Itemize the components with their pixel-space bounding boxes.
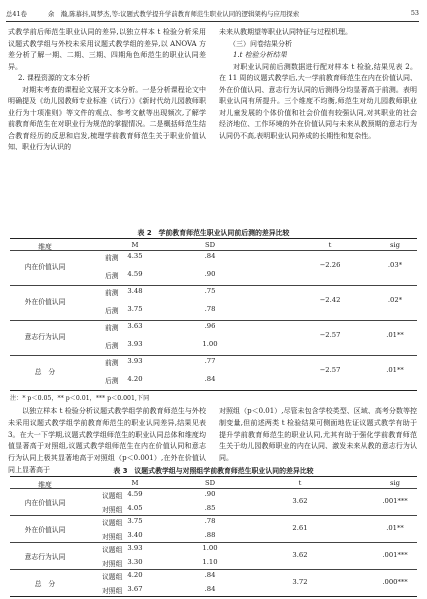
mean-cell: 4.20 <box>127 571 143 579</box>
sd-cell: .96 <box>204 322 216 330</box>
sig-cell: .01** <box>386 330 404 339</box>
mean-cell: 4.59 <box>127 269 143 278</box>
sd-cell: .90 <box>204 490 216 498</box>
group-label-cell: 前测 <box>105 324 119 332</box>
mean-cell: 3.30 <box>127 557 143 566</box>
dimension-cell: 意志行为认同 <box>24 552 66 561</box>
paragraph: 对期末考查的课程论文展开文本分析。一是分析课程论文中明确提及《幼儿园教师专业标准（试行）》《新时代幼儿园教师职业行为十项准则》等文件的观点、参考文献等出现频次,了解学前教育师范生在对职业行为规范的掌握情况。二是概括师范生结合教育经历的反思和启发,梳理学前教育师范生关于职业价值认知、职业行为认识的 <box>8 85 206 151</box>
group-label-cell: 后测 <box>105 271 119 280</box>
running-title: 余 瀚,陈慕抖,周梦杰,等:议题式教学提升学前教育师范生职业认同的逻辑架构与应用探索 <box>48 9 300 18</box>
sig-cell: .01** <box>386 365 404 374</box>
table-rule <box>10 285 417 286</box>
group-label-cell: 后测 <box>105 376 119 385</box>
sd-cell: .84 <box>204 571 216 579</box>
table-header-cell: 维度 <box>38 243 52 251</box>
dimension-cell: 外在价值认同 <box>24 525 66 534</box>
table-rule <box>10 488 417 489</box>
dimension-cell: 内在价值认同 <box>24 262 66 271</box>
mean-cell: 4.59 <box>127 490 143 498</box>
group-label-cell: 前测 <box>105 289 119 297</box>
table-rule <box>10 515 417 516</box>
sd-cell: .75 <box>204 287 216 295</box>
right-column-top <box>219 27 417 142</box>
dimension-cell: 内在价值认同 <box>24 498 66 507</box>
volume-label: 总41卷 <box>6 9 27 18</box>
mean-cell: 3.48 <box>127 287 143 295</box>
table-rule <box>10 355 417 356</box>
table-note: 注：* p＜0.05，** p＜0.01，*** p＜0.001,下同 <box>10 395 150 402</box>
page-number: 53 <box>410 9 419 17</box>
paragraph: 式教学前后师范生职业认同的差异,以独立样本 t 检验分析采用议题式教学组与外校未采用议题式教学组的差异,以 ANOVA 方差分析了解一期、二期、三期、四期角色师范生的职业认同差异。 <box>8 28 206 71</box>
group-label-cell: 前测 <box>105 359 119 367</box>
table-rule <box>10 542 417 543</box>
mean-cell: 3.40 <box>127 530 143 539</box>
group-label-cell: 后测 <box>105 341 119 350</box>
table-header-cell: t <box>298 479 302 487</box>
dimension-cell: 外在价值认同 <box>24 297 66 306</box>
sd-cell: 1.00 <box>202 544 218 552</box>
t-value-cell: −2.26 <box>319 260 341 269</box>
mean-cell: 3.93 <box>127 357 143 365</box>
paragraph: 未来从教期望等职业认同特征与过程机理。 <box>219 28 352 36</box>
right-column-middle <box>219 406 417 465</box>
group-label-cell: 前测 <box>105 254 119 262</box>
sig-cell: .02* <box>387 295 403 304</box>
t-value-cell: 3.62 <box>292 550 308 559</box>
table-rule <box>10 250 417 251</box>
mean-cell: 3.75 <box>127 517 143 525</box>
table-rule <box>10 596 417 597</box>
sd-cell: .90 <box>204 269 216 278</box>
group-label-cell: 对照组 <box>102 505 123 514</box>
sig-cell: .001*** <box>382 550 408 559</box>
mean-cell: 3.93 <box>127 544 143 552</box>
sd-cell: 1.10 <box>202 557 218 566</box>
mean-cell: 4.35 <box>127 252 143 260</box>
left-column-top <box>8 27 206 154</box>
mean-cell: 3.93 <box>127 339 143 348</box>
section-heading: （三）问卷结果分析 <box>229 39 292 48</box>
sd-cell: .78 <box>204 517 216 525</box>
running-header <box>6 6 419 20</box>
sd-cell: 1.00 <box>202 339 218 348</box>
table-header-cell: sig <box>389 479 401 487</box>
table-2-caption: 表 2 学前教育师范生职业认同前后测的差异比较 <box>137 229 290 237</box>
sd-cell: .84 <box>204 584 216 593</box>
group-label-cell: 对照组 <box>102 559 123 568</box>
sub-heading: 2. 课程资源的文本分析 <box>18 74 90 82</box>
table-rule <box>10 476 417 477</box>
table-header-cell: SD <box>204 241 216 249</box>
sd-cell: .88 <box>204 530 216 539</box>
table-header-cell: sig <box>389 241 401 249</box>
sig-cell: .000*** <box>382 577 408 586</box>
mean-cell: 4.20 <box>127 374 143 383</box>
table-rule <box>10 390 417 391</box>
mean-cell: 3.63 <box>127 322 143 330</box>
table-3-caption: 表 3 议题式教学组与对照组学前教育师范生职业认同的差异比较 <box>113 467 314 475</box>
mean-cell: 4.05 <box>127 503 143 512</box>
group-label-cell: 议题组 <box>102 492 123 500</box>
dimension-cell: 意志行为认同 <box>24 332 66 341</box>
sd-cell: .78 <box>204 304 216 313</box>
sig-cell: .001*** <box>382 496 408 505</box>
paragraph: 对照组（p＜0.01）,尽管未包含学校类型、区域、高考分数等控制变量,但前述两类 t 检验结果可侧面地佐证议题式教学有助于提升学前教育师范生的职业认同,尤其有助于强化学前教育师范生关于幼儿园教师职业的内在认同、激发未来从教的意志行为认同。 <box>219 407 417 463</box>
group-label-cell: 议题组 <box>102 519 123 527</box>
paragraph: 对职业认同前后测数据进行配对样本 t 检验,结果见表 2。在 11 周的议题式教学后,大一学前教育师范生在内在价值认同、外在价值认同、意志行为认同的后测得分均显著高于前测。表明职业认同有所提升。三个维度不均衡,师范生对幼儿园教师职业对儿童发展的个体价值和社会价值有较强认同,对其职业的社会经济地位、工作环境的外在价值认同与未来从教预期的意志行为认同仍不高,表明职业认同养成的长期性和复杂性。 <box>219 62 417 140</box>
group-label-cell: 议题组 <box>102 546 123 554</box>
sd-cell: .84 <box>204 374 216 383</box>
table-header-cell: 维度 <box>38 481 52 489</box>
group-label-cell: 后测 <box>105 306 119 315</box>
table-header-cell: M <box>131 241 139 249</box>
sd-cell: .84 <box>204 252 216 260</box>
mean-cell: 3.75 <box>127 304 143 313</box>
table-rule <box>10 320 417 321</box>
sub-heading: 1.t 检验分析结果 <box>233 51 287 59</box>
table-rule <box>10 238 417 239</box>
table-header-cell: M <box>131 479 139 487</box>
table-2 <box>10 238 417 392</box>
t-value-cell: −2.57 <box>319 365 341 374</box>
table-3 <box>10 476 417 596</box>
group-label-cell: 对照组 <box>102 586 123 595</box>
t-value-cell: 2.61 <box>292 523 308 532</box>
sd-cell: .85 <box>204 503 216 512</box>
group-label-cell: 议题组 <box>102 573 123 581</box>
table-header-cell: SD <box>204 479 216 487</box>
t-value-cell: −2.57 <box>319 330 341 339</box>
header-rule <box>6 21 419 22</box>
mean-cell: 3.67 <box>127 584 143 593</box>
t-value-cell: 3.62 <box>292 496 308 505</box>
table-header-cell: t <box>328 241 332 249</box>
sig-cell: .01** <box>386 523 404 532</box>
dimension-cell: 总 分 <box>34 579 56 588</box>
t-value-cell: −2.42 <box>319 295 341 304</box>
group-label-cell: 对照组 <box>102 532 123 541</box>
dimension-cell: 总 分 <box>34 367 56 376</box>
paragraph: 以独立样本 t 检验分析议题式教学组学前教育师范生与外校未采用议题式教学组学前教育师范生的职业认同差异,结果见表 3。在大一下学期,议题式教学组师范生的职业认同总体和维度均值显著高于对照组,议题式教学组师范生在内在价值认同和意志行为认同上极其显著地高于对照组（p＜0.001）,在外在价值认同上显著高于 <box>8 407 206 474</box>
sig-cell: .03* <box>387 260 403 269</box>
t-value-cell: 3.72 <box>292 577 308 586</box>
sd-cell: .77 <box>204 357 216 365</box>
table-rule <box>10 569 417 570</box>
